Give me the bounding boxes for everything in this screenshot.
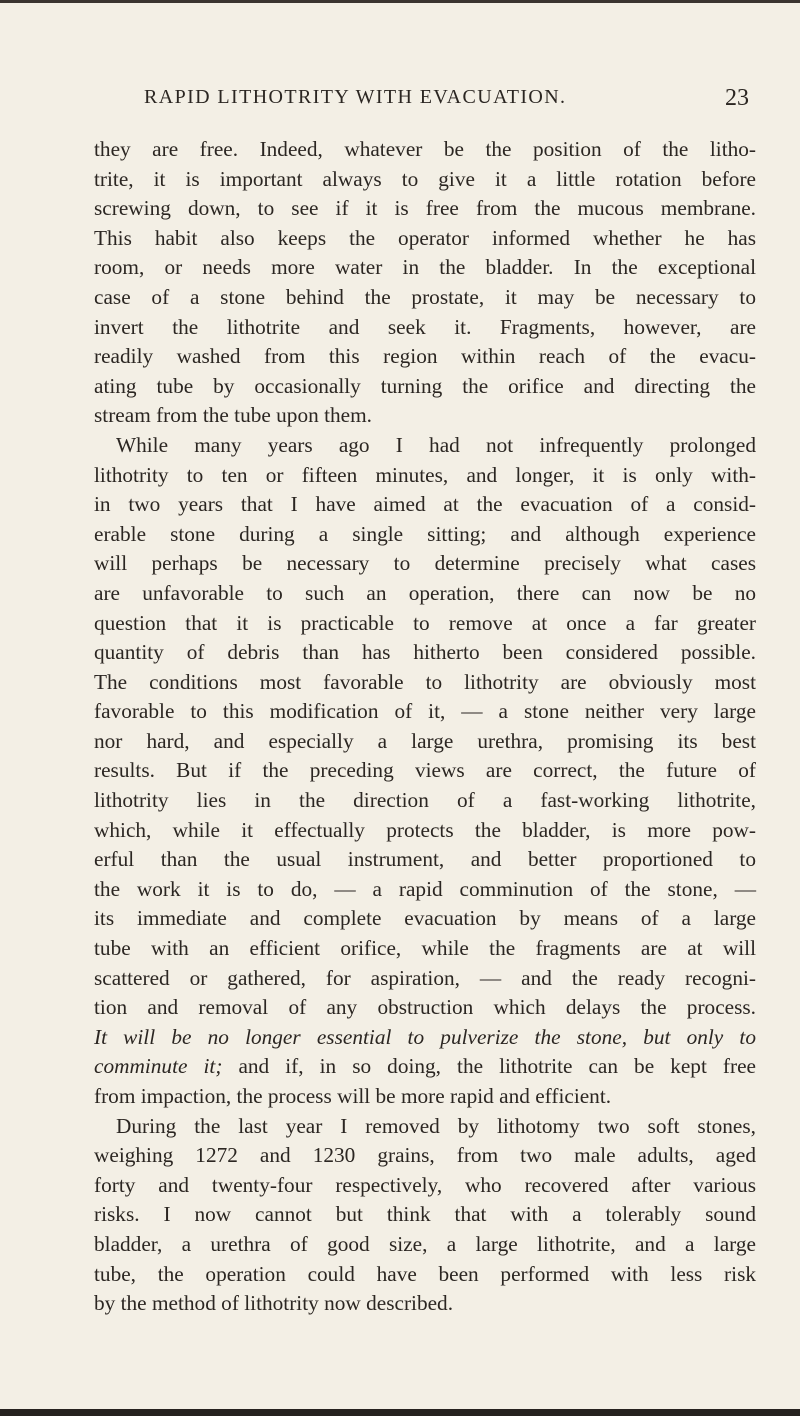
text-line: quantity of debris than has hitherto been considered possible.: [94, 640, 756, 665]
running-title: RAPID LITHOTRITY WITH EVACUATION.: [144, 86, 567, 108]
text-line: they are free. Indeed, whatever be the position of the litho-: [94, 137, 756, 161]
italic-text-line: [94, 1023, 756, 1053]
text-line: nor hard, and especially a large urethra, promising its best: [94, 728, 756, 753]
italic-phrase: It will be no longer essential to pulverize the stone, but only to: [94, 1024, 756, 1049]
text-line: favorable to this modification of it, — a stone neither very large: [94, 699, 756, 724]
text-line: invert the lithotrite and seek it. Fragments, however, are: [94, 314, 756, 339]
italic-phrase: comminute it;: [94, 1054, 223, 1079]
text-line: tube with an efficient orifice, while the fragments are at will: [94, 936, 756, 961]
paragraph-end-line: from impaction, the process will be more rapid and efficient.: [94, 1084, 612, 1108]
text-line: its immediate and complete evacuation by means of a large: [94, 906, 756, 931]
text-line: risks. I now cannot but think that with a tolerably sound: [94, 1202, 756, 1227]
top-border-rule: [0, 0, 800, 3]
text-line: scattered or gathered, for aspiration, — and the ready recogni-: [94, 965, 756, 990]
text-line: bladder, a urethra of good size, a large lithotrite, and a large: [94, 1231, 756, 1256]
text-line: question that it is practicable to remove at once a far greater: [94, 610, 756, 635]
text-line: readily washed from this region within reach of the evacu-: [94, 344, 756, 369]
text-line: tion and removal of any obstruction which delays the process.: [94, 995, 756, 1020]
text-line: case of a stone behind the prostate, it may be necessary to: [94, 284, 756, 309]
paragraph-start-line: During the last year I removed by lithotomy two soft stones,: [116, 1113, 756, 1138]
page-number: 23: [725, 85, 749, 111]
text-line: the work it is to do, — a rapid comminution of the stone, —: [94, 876, 756, 901]
text-line: ating tube by occasionally turning the orifice and directing the: [94, 373, 756, 398]
text-line: weighing 1272 and 1230 grains, from two male adults, aged: [94, 1143, 756, 1168]
page-header: [144, 86, 749, 120]
text-line: which, while it effectually protects the bladder, is more pow-: [94, 817, 756, 842]
text-line: This habit also keeps the operator informed whether he has: [94, 225, 756, 250]
text-line: results. But if the preceding views are correct, the future of: [94, 758, 756, 783]
text-line: erful than the usual instrument, and better proportioned to: [94, 847, 756, 872]
roman-phrase: and if, in so doing, the lithotrite can be kept free: [222, 1054, 756, 1079]
text-line: lithotrity lies in the direction of a fast-working lithotrite,: [94, 788, 756, 813]
text-line: are unfavorable to such an operation, there can now be no: [94, 580, 756, 605]
paragraph-end-line: stream from the tube upon them.: [94, 403, 372, 428]
bottom-border-rule: [0, 1409, 800, 1416]
text-line: in two years that I have aimed at the evacuation of a consid-: [94, 492, 756, 517]
paragraph-start-line: While many years ago I had not infrequently prolonged: [116, 432, 756, 457]
text-line: erable stone during a single sitting; and although experience: [94, 521, 756, 546]
body-text: [94, 135, 756, 1319]
text-line: trite, it is important always to give it a little rotation before: [94, 166, 756, 191]
mixed-text-line: [94, 1052, 756, 1082]
text-line: tube, the operation could have been performed with less risk: [94, 1261, 756, 1286]
text-line: The conditions most favorable to lithotrity are obviously most: [94, 669, 756, 694]
text-line: lithotrity to ten or fifteen minutes, and longer, it is only with-: [94, 462, 756, 487]
text-line: room, or needs more water in the bladder. In the exceptional: [94, 255, 756, 280]
paragraph-end-line: by the method of lithotrity now described.: [94, 1291, 454, 1316]
text-line: will perhaps be necessary to determine precisely what cases: [94, 551, 756, 576]
text-line: forty and twenty-four respectively, who recovered after various: [94, 1172, 756, 1197]
text-line: screwing down, to see if it is free from the mucous membrane.: [94, 196, 756, 221]
